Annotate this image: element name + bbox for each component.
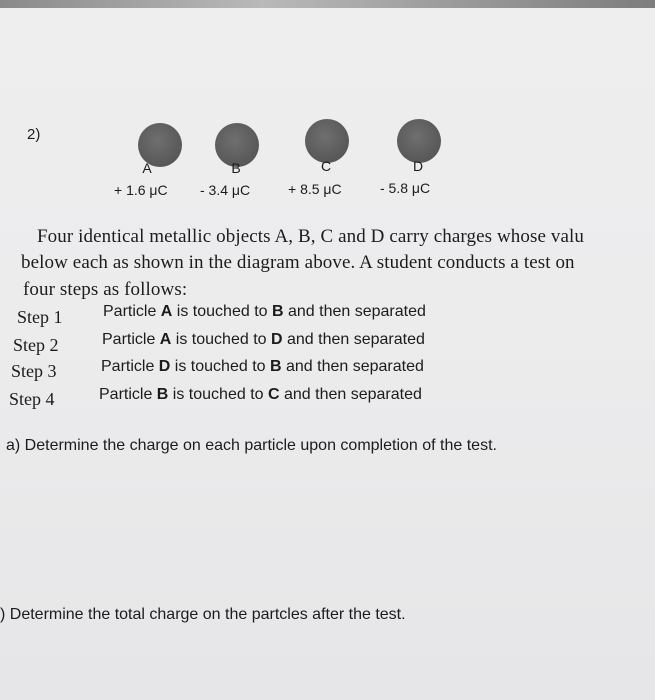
sphere-d: [397, 119, 441, 163]
sphere-c: [305, 119, 349, 163]
step-3-label: Step 3: [11, 361, 57, 381]
intro-line-1: Four identical metallic objects A, B, C and D carry charges whose valu: [37, 226, 584, 247]
label-c: C: [320, 158, 332, 174]
question-number: 2): [27, 126, 41, 143]
top-edge-strip: [0, 0, 655, 8]
step-2-label: Step 2: [13, 335, 59, 355]
step-1-label: Step 1: [17, 307, 63, 327]
step-4-text: Particle B is touched to C and then separated: [99, 386, 422, 403]
step-4-label: Step 4: [9, 389, 55, 409]
charge-d: - 5.8 μC: [380, 180, 431, 196]
step-1-text: Particle A is touched to B and then separated: [103, 303, 426, 320]
charge-b: - 3.4 μC: [200, 182, 251, 198]
intro-line-2: below each as shown in the diagram above. A student conducts a test on: [21, 252, 575, 273]
label-a: A: [142, 160, 152, 176]
part-b-question: ) Determine the total charge on the partcles after the test.: [0, 606, 406, 623]
part-a-question: a) Determine the charge on each particle upon completion of the test.: [6, 437, 497, 454]
step-3-text: Particle D is touched to B and then separated: [101, 358, 424, 375]
intro-line-3: four steps as follows:: [23, 279, 188, 300]
charge-c: + 8.5 μC: [288, 181, 342, 197]
label-b: B: [231, 160, 241, 176]
label-d: D: [412, 158, 424, 174]
step-2-text: Particle A is touched to D and then separated: [102, 331, 425, 348]
charge-a: + 1.6 μC: [114, 182, 168, 198]
